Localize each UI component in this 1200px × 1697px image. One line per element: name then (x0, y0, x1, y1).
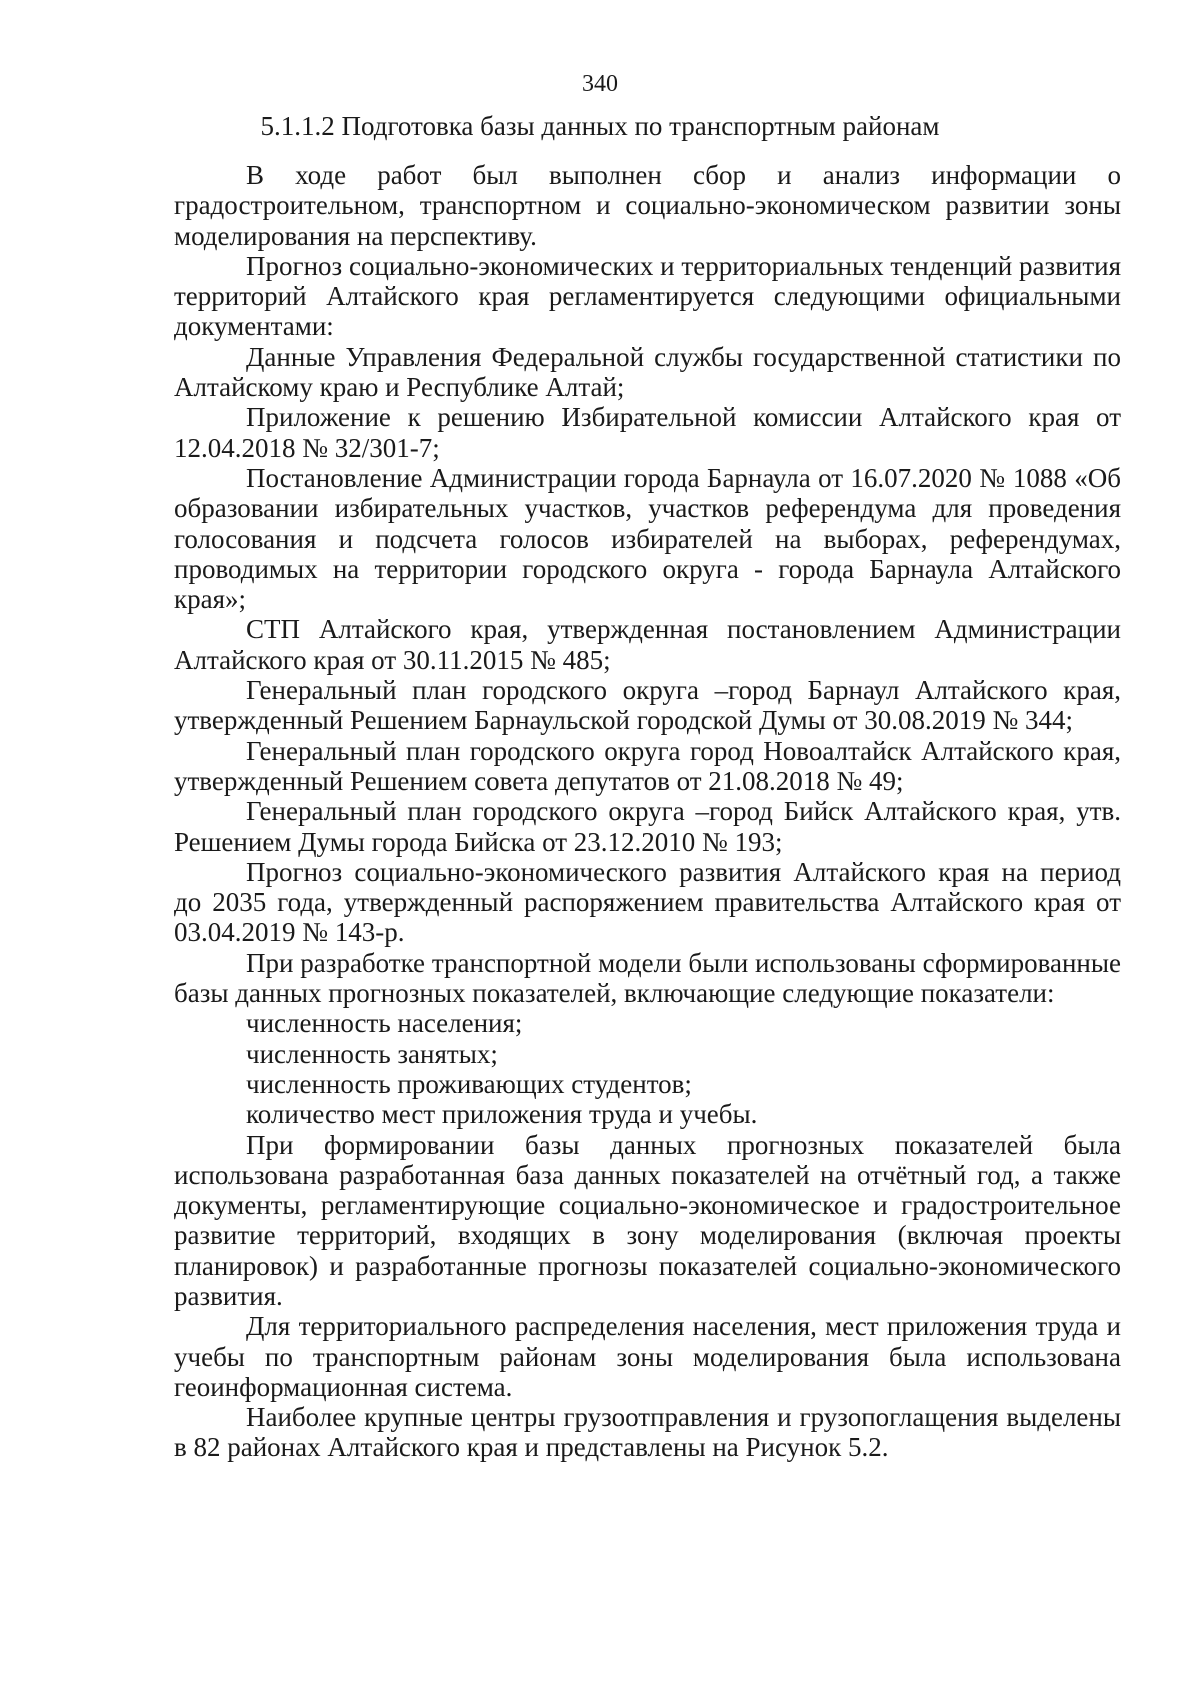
paragraph: Прогноз социально-экономических и территориальных тенденций развития территорий Алтайского края регламентируется следующими официальными документами: (174, 250, 1121, 342)
indicator-item: численность занятых; (246, 1038, 498, 1069)
paragraph: СТП Алтайского края, утвержденная постановлением Администрации Алтайского края от 30.11.2015 № 485; (174, 614, 1121, 675)
paragraph: При формировании базы данных прогнозных показателей была использована разработанная база данных показателей на отчётный год, а также документы, регламентирующие социально-экономическое и градостроительное развитие территорий, входящих в зону моделирования (включая проекты планировок) и разработанные прогнозы показателей социально-экономического развития. (174, 1129, 1121, 1311)
paragraph: Данные Управления Федеральной службы государственной статистики по Алтайскому краю и Республике Алтай; (174, 341, 1121, 403)
paragraph: Генеральный план городского округа –город Барнаул Алтайского края, утвержденный Решением Барнаульской городской Думы от 30.08.2019 № 344; (174, 675, 1121, 736)
paragraph: При разработке транспортной модели были использованы сформированные базы данных прогнозных показателей, включающие следующие показатели: (174, 947, 1121, 1009)
page-number: 340 (582, 71, 618, 97)
paragraph: Генеральный план городского округа –город Бийск Алтайского края, утв. Решением Думы города Бийска от 23.12.2010 № 193; (174, 796, 1121, 857)
indicator-item: численность проживающих студентов; (246, 1068, 692, 1099)
section-heading: 5.1.1.2 Подготовка базы данных по транспортным районам (260, 111, 940, 141)
paragraph: Генеральный план городского округа город Новоалтайск Алтайского края, утвержденный Решением совета депутатов от 21.08.2018 № 49; (174, 735, 1121, 796)
paragraph: Постановление Администрации города Барнаула от 16.07.2020 № 1088 «Об образовании избирательных участков, участков референдума для проведения голосования и подсчета голосов избирателей на выборах, референдумах, проводимых на территории городского округа - города Барнаула Алтайского края»; (174, 462, 1121, 615)
paragraph: Наиболее крупные центры грузоотправления и грузопоглащения выделены в 82 районах Алтайского края и представлены на Рисунок 5.2. (174, 1402, 1121, 1463)
paragraph: Прогноз социально-экономического развития Алтайского края на период до 2035 года, утвержденный распоряжением правительства Алтайского края от 03.04.2019 № 143-р. (174, 856, 1121, 948)
body-text (174, 160, 1121, 1463)
indicator-item: количество мест приложения труда и учебы. (246, 1099, 758, 1130)
indicator-item: численность населения; (246, 1008, 523, 1039)
paragraph: В ходе работ был выполнен сбор и анализ информации о градостроительном, транспортном и социально-экономическом развитии зоны моделирования на перспективу. (174, 160, 1121, 251)
paragraph: Для территориального распределения населения, мест приложения труда и учебы по транспортным районам зоны моделирования была использована геоинформационная система. (174, 1311, 1121, 1402)
paragraph: Приложение к решению Избирательной комиссии Алтайского края от 12.04.2018 № 32/301-7; (174, 402, 1121, 463)
